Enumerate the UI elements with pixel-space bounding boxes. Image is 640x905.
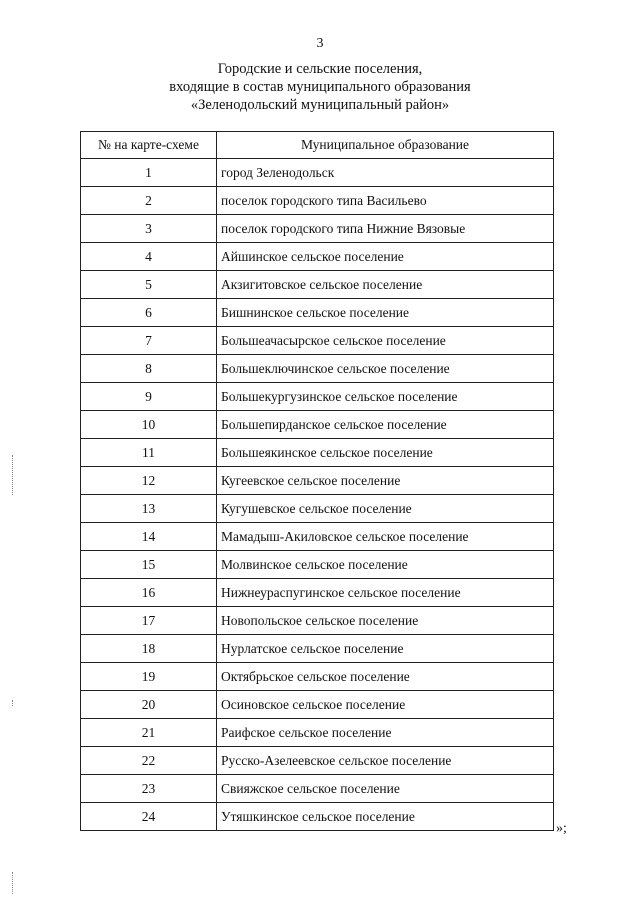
- row-municipality-name: Большеякинское сельское поселение: [217, 439, 554, 467]
- table-row: [81, 523, 554, 551]
- row-map-number: 23: [81, 775, 217, 803]
- row-map-number: 22: [81, 747, 217, 775]
- row-map-number: 8: [81, 355, 217, 383]
- row-municipality-name: поселок городского типа Нижние Вязовые: [217, 215, 554, 243]
- row-map-number: 5: [81, 271, 217, 299]
- row-map-number: 17: [81, 607, 217, 635]
- row-municipality-name: Молвинское сельское поселение: [217, 551, 554, 579]
- row-municipality-name: Русско-Азелеевское сельское поселение: [217, 747, 554, 775]
- row-municipality-name: Раифское сельское поселение: [217, 719, 554, 747]
- table-row: [81, 607, 554, 635]
- row-municipality-name: Большеачасырское сельское поселение: [217, 327, 554, 355]
- table-header-row: [81, 132, 554, 159]
- row-municipality-name: Большепирданское сельское поселение: [217, 411, 554, 439]
- row-map-number: 7: [81, 327, 217, 355]
- row-map-number: 12: [81, 467, 217, 495]
- row-municipality-name: поселок городского типа Васильево: [217, 187, 554, 215]
- row-municipality-name: Большеключинское сельское поселение: [217, 355, 554, 383]
- title-line-1: Городские и сельские поселения,: [217, 61, 423, 77]
- row-municipality-name: Бишнинское сельское поселение: [217, 299, 554, 327]
- settlements-table: [80, 131, 554, 831]
- table-row: [81, 439, 554, 467]
- table-row: [81, 327, 554, 355]
- table-row: [81, 719, 554, 747]
- row-municipality-name: Кугушевское сельское поселение: [217, 495, 554, 523]
- row-municipality-name: Осиновское сельское поселение: [217, 691, 554, 719]
- row-map-number: 3: [81, 215, 217, 243]
- row-map-number: 2: [81, 187, 217, 215]
- table-body: [81, 159, 554, 831]
- row-map-number: 19: [81, 663, 217, 691]
- margin-scan-mark: [12, 872, 13, 894]
- table-row: [81, 579, 554, 607]
- page-number: 3: [316, 36, 324, 51]
- row-municipality-name: Мамадыш-Акиловское сельское поселение: [217, 523, 554, 551]
- table-row: [81, 551, 554, 579]
- table-row: [81, 271, 554, 299]
- row-municipality-name: Нижнеураспугинское сельское поселение: [217, 579, 554, 607]
- table-row: [81, 355, 554, 383]
- row-map-number: 24: [81, 803, 217, 831]
- margin-scan-mark: [12, 700, 13, 706]
- row-municipality-name: Кугеевское сельское поселение: [217, 467, 554, 495]
- row-municipality-name: город Зеленодольск: [217, 159, 554, 187]
- row-map-number: 18: [81, 635, 217, 663]
- table-row: [81, 663, 554, 691]
- table-row: [81, 803, 554, 831]
- table-row: [81, 187, 554, 215]
- row-map-number: 4: [81, 243, 217, 271]
- row-map-number: 11: [81, 439, 217, 467]
- row-map-number: 13: [81, 495, 217, 523]
- closing-quote-mark: »;: [556, 821, 567, 836]
- row-municipality-name: Нурлатское сельское поселение: [217, 635, 554, 663]
- row-map-number: 1: [81, 159, 217, 187]
- table-row: [81, 691, 554, 719]
- header-municipality: Муниципальное образование: [217, 132, 554, 159]
- row-municipality-name: Октябрьское сельское поселение: [217, 663, 554, 691]
- header-map-number: № на карте-схеме: [81, 132, 217, 159]
- table-row: [81, 411, 554, 439]
- row-municipality-name: Утяшкинское сельское поселение: [217, 803, 554, 831]
- table-row: [81, 243, 554, 271]
- row-municipality-name: Свияжское сельское поселение: [217, 775, 554, 803]
- table-row: [81, 215, 554, 243]
- row-map-number: 15: [81, 551, 217, 579]
- title-line-2: входящие в состав муниципального образования: [169, 79, 471, 95]
- row-municipality-name: Новопольское сельское поселение: [217, 607, 554, 635]
- table-row: [81, 495, 554, 523]
- row-municipality-name: Акзигитовское сельское поселение: [217, 271, 554, 299]
- table-row: [81, 467, 554, 495]
- document-title: [0, 60, 640, 114]
- table-row: [81, 299, 554, 327]
- row-map-number: 20: [81, 691, 217, 719]
- table-row: [81, 747, 554, 775]
- table-row: [81, 159, 554, 187]
- row-map-number: 10: [81, 411, 217, 439]
- margin-scan-mark: [12, 455, 13, 495]
- row-map-number: 21: [81, 719, 217, 747]
- table-row: [81, 383, 554, 411]
- row-municipality-name: Айшинское сельское поселение: [217, 243, 554, 271]
- row-municipality-name: Большекургузинское сельское поселение: [217, 383, 554, 411]
- row-map-number: 14: [81, 523, 217, 551]
- row-map-number: 6: [81, 299, 217, 327]
- row-map-number: 9: [81, 383, 217, 411]
- row-map-number: 16: [81, 579, 217, 607]
- title-line-3: «Зеленодольский муниципальный район»: [190, 97, 450, 113]
- table-row: [81, 635, 554, 663]
- table-row: [81, 775, 554, 803]
